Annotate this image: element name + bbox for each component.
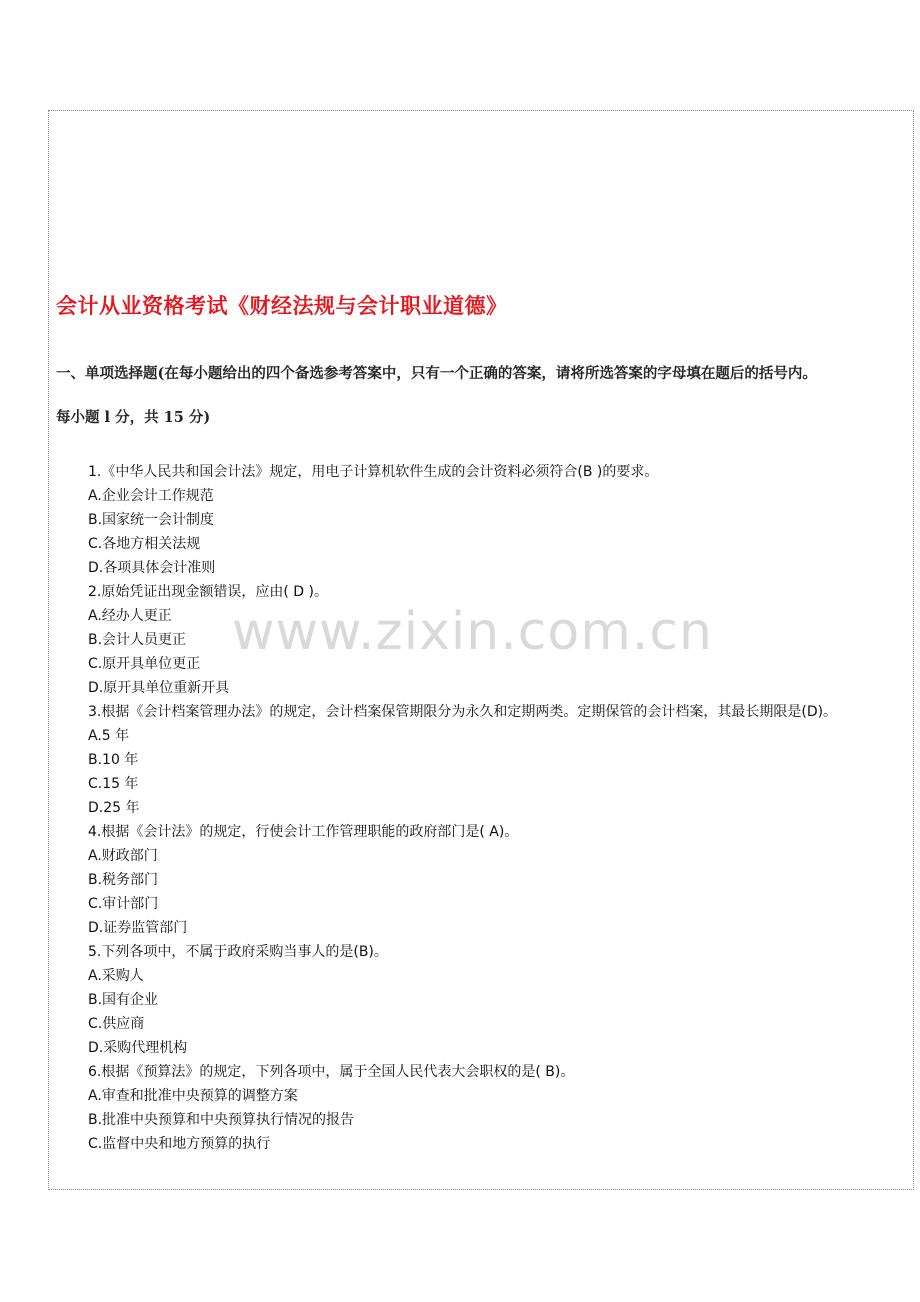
question-list (56, 460, 912, 1156)
option-5b: B.国有企业 (88, 992, 159, 1008)
option-4d: D.证券监管部门 (88, 920, 188, 936)
option-2a: A.经办人更正 (88, 608, 172, 624)
option-5c: C.供应商 (88, 1016, 145, 1032)
option-3b: B.10 年 (88, 752, 139, 768)
option-3d: D.25 年 (88, 800, 140, 816)
option-3c: C.15 年 (88, 776, 139, 792)
question-3: 3.根据《会计档案管理办法》的规定，会计档案保管期限分为永久和定期两类。定期保管的会计档案，其最长期限是(D)。 (88, 704, 838, 720)
option-1a: A.企业会计工作规范 (88, 488, 214, 504)
option-3a: A.5 年 (88, 728, 130, 744)
option-1c: C.各地方相关法规 (88, 536, 201, 552)
option-5d: D.采购代理机构 (88, 1040, 188, 1056)
section-heading: 一、单项选择题(在每小题给出的四个备选参考答案中，只有一个正确的答案，请将所选答案的字母填在题后的括号内。 (56, 365, 817, 382)
option-1d: D.各项具体会计准则 (88, 560, 216, 576)
option-4a: A.财政部门 (88, 848, 158, 864)
section-heading-score: 每小题 l 分，共 15 分) (56, 409, 211, 426)
option-2c: C.原开具单位更正 (88, 656, 201, 672)
option-6c: C.监督中央和地方预算的执行 (88, 1136, 271, 1152)
question-5: 5.下列各项中，不属于政府采购当事人的是(B)。 (88, 944, 388, 960)
option-1b: B.国家统一会计制度 (88, 512, 215, 528)
question-1: 1.《中华人民共和国会计法》规定，用电子计算机软件生成的会计资料必须符合(B )的要求。 (88, 464, 659, 480)
question-2: 2.原始凭证出现金额错误，应由( D )。 (88, 584, 328, 600)
option-2b: B.会计人员更正 (88, 632, 187, 648)
question-4: 4.根据《会计法》的规定，行使会计工作管理职能的政府部门是( A)。 (88, 824, 519, 840)
option-5a: A.采购人 (88, 968, 144, 984)
option-6b: B.批准中央预算和中央预算执行情况的报告 (88, 1112, 355, 1128)
option-2d: D.原开具单位重新开具 (88, 680, 230, 696)
watermark: www.zixin.com.cn (232, 602, 713, 662)
document-title: 会计从业资格考试《财经法规与会计职业道德》 (56, 293, 508, 318)
option-6a: A.审查和批准中央预算的调整方案 (88, 1088, 298, 1104)
option-4c: C.审计部门 (88, 896, 159, 912)
question-6: 6.根据《预算法》的规定，下列各项中，属于全国人民代表大会职权的是( B)。 (88, 1064, 575, 1080)
option-4b: B.税务部门 (88, 872, 159, 888)
